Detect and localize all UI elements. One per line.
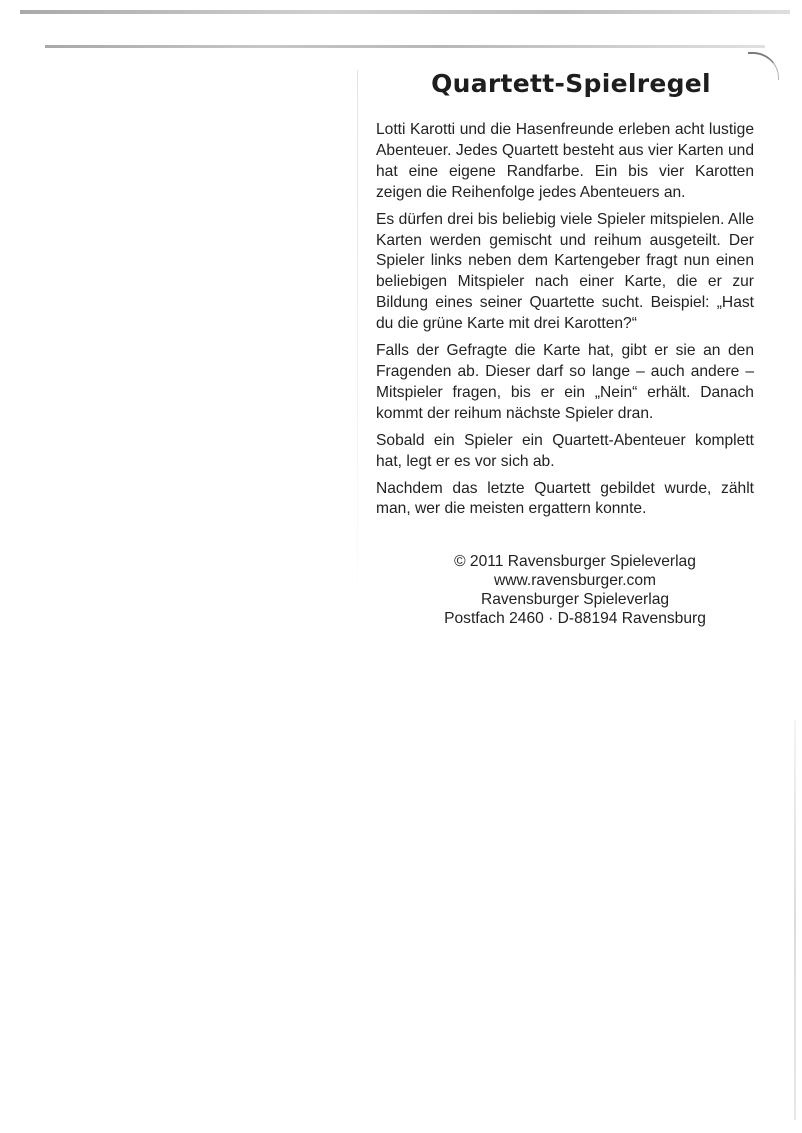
rules-paragraph-complete: Sobald ein Spieler ein Quartett-Abenteuer komplett hat, legt er es vor sich ab.: [376, 431, 754, 470]
scan-edge-top: [20, 10, 790, 14]
address-line: Postfach 2460 · D-88194 Ravensburg: [444, 610, 706, 628]
publisher-info: [376, 552, 754, 628]
card-title: Quartett-Spielregel: [431, 69, 711, 98]
rules-paragraph-end: Nachdem das letzte Quartett gebildet wurde, zählt man, wer die meisten ergattern konnte.: [376, 479, 754, 518]
scan-edge-card-top: [45, 45, 765, 48]
rules-text: [376, 120, 754, 520]
page-edge-right: [794, 720, 796, 1120]
copyright-line: © 2011 Ravensburger Spieleverlag: [454, 553, 696, 571]
company-line: Ravensburger Spieleverlag: [480, 591, 670, 609]
rules-paragraph-setup: Es dürfen drei bis beliebig viele Spieler mitspielen. Alle Karten werden gemischt und reihum ausgeteilt. Der Spieler links neben dem Kartengeber fragt nun einen beliebigen Mitspieler nach einer Karte, die er zur Bildung eines seiner Quartette sucht. Beispiel: „Hast du die grüne Karte mit drei Karotten?“: [376, 210, 754, 333]
rules-card: [376, 62, 754, 628]
rules-paragraph-intro: Lotti Karotti und die Hasenfreunde erleben acht lustige Abenteuer. Jedes Quartett besteht aus vier Karten und hat eine eigene Randfarbe. Ein bis vier Karotten zeigen die Reihenfolge jedes Abenteuers an.: [376, 121, 754, 201]
rules-paragraph-asking: Falls der Gefragte die Karte hat, gibt er sie an den Fragenden ab. Dieser darf so lange – auch andere – Mitspieler fragen, bis er ein „Nein“ erhält. Danach kommt der reihum nächste Spieler dran.: [376, 342, 754, 422]
card-edge-left: [357, 70, 358, 630]
website-line: www.ravensburger.com: [493, 572, 657, 590]
